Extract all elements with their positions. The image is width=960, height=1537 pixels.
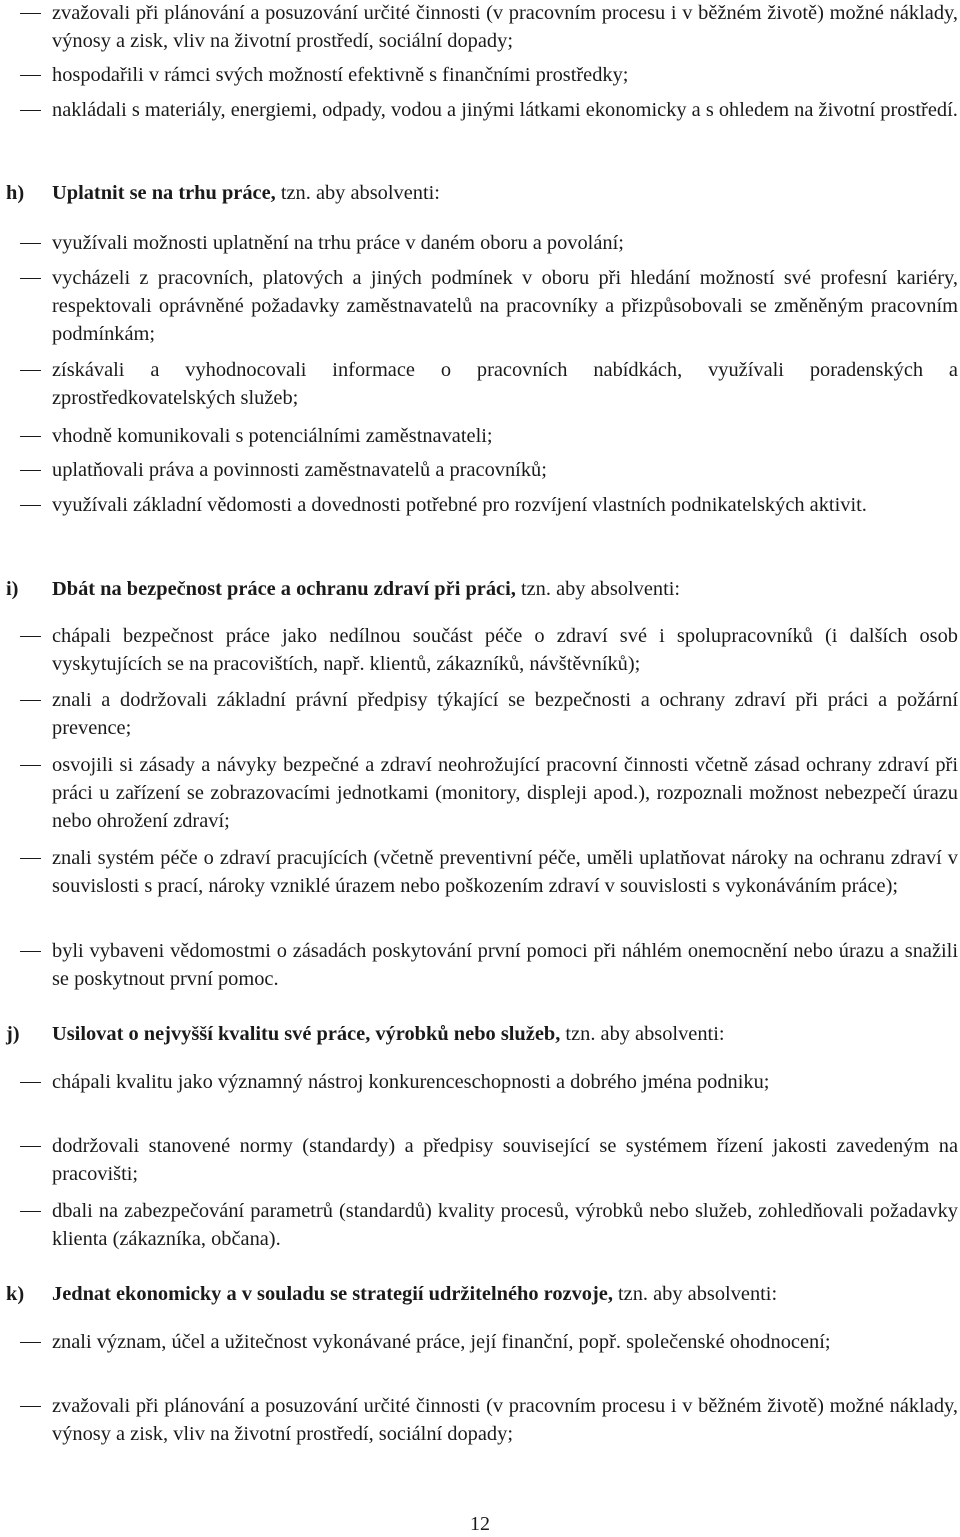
list-item	[52, 229, 958, 257]
list-item-text: znali význam, účel a užitečnost vykonávané práce, její finanční, popř. společenské ohodnocení;	[52, 1331, 831, 1353]
section-suffix: tzn. aby absolventi:	[560, 1023, 725, 1045]
list-item-text: osvojili si zásady a návyky bezpečné a zdraví neohrožující pracovní činnosti včetně zásad ochrany zdraví při práci u zařízení se zobrazovacími jednotkami (monitory, displeji apod.), rozpoznali možnost nebezpečí úrazu nebo ohrožení zdraví;	[52, 754, 958, 832]
section-letter: j)	[6, 1023, 20, 1045]
list-item-text: hospodařili v rámci svých možností efektivně s finančními prostředky;	[52, 64, 629, 86]
list-item	[52, 1132, 958, 1188]
list-item-text: zvažovali při plánování a posuzování určité činnosti (v pracovním procesu i v běžném životě) možné náklady, výnosy a zisk, vliv na životní prostředí, sociální dopady;	[52, 1395, 958, 1445]
section-title: Dbát na bezpečnost práce a ochranu zdraví při práci,	[52, 578, 516, 600]
list-item	[52, 622, 958, 678]
list-item-text: chápali bezpečnost práce jako nedílnou součást péče o zdraví své i spolupracovníků (i dalších osob vyskytujících se na pracovištích, např. klientů, zákazníků, návštěvníků);	[52, 625, 958, 675]
list-item	[52, 356, 958, 412]
list-item	[52, 456, 958, 484]
list-item-text: nakládali s materiály, energiemi, odpady, vodou a jinými látkami ekonomicky a s ohledem na životní prostředí.	[52, 99, 958, 121]
list-item-text: získávali a vyhodnocovali informace o pracovních nabídkách, využívali poradenských a zprostředkovatelských služeb;	[52, 359, 958, 409]
list-item	[52, 1197, 958, 1253]
list-item	[52, 422, 958, 450]
list-item-text: využívali možnosti uplatnění na trhu práce v daném oboru a povolání;	[52, 232, 624, 254]
list-item	[52, 1328, 958, 1356]
list-item	[52, 844, 958, 900]
section-title: Jednat ekonomicky a v souladu se strategií udržitelného rozvoje,	[52, 1283, 613, 1305]
list-item	[52, 1392, 958, 1448]
list-item-text: uplatňovali práva a povinnosti zaměstnavatelů a pracovníků;	[52, 459, 547, 481]
section-letter: k)	[6, 1283, 25, 1305]
list-item	[52, 686, 958, 742]
section-title: Uplatnit se na trhu práce,	[52, 182, 276, 204]
list-item-text: byli vybaveni vědomostmi o zásadách poskytování první pomoci při náhlém onemocnění nebo úrazu a snažili se poskytnout první pomoc.	[52, 940, 958, 990]
list-item	[52, 937, 958, 993]
list-item-text: zvažovali při plánování a posuzování určité činnosti (v pracovním procesu i v běžném životě) možné náklady, výnosy a zisk, vliv na životní prostředí, sociální dopady;	[52, 2, 958, 52]
list-item	[52, 491, 958, 519]
list-item	[52, 61, 958, 89]
section-letter: h)	[6, 182, 25, 204]
list-item-text: znali systém péče o zdraví pracujících (včetně preventivní péče, uměli uplatňovat nároky na ochranu zdraví v souvislosti s prací, nároky vzniklé úrazem nebo poškozením zdraví v souvislosti s vykonáváním práce);	[52, 847, 958, 897]
list-item	[52, 264, 958, 348]
section-suffix: tzn. aby absolventi:	[275, 182, 440, 204]
list-item-text: dbali na zabezpečování parametrů (standardů) kvality procesů, výrobků nebo služeb, zohledňovali požadavky klienta (zákazníka, občana).	[52, 1200, 958, 1250]
page-number: 12	[470, 1513, 490, 1535]
section-suffix: tzn. aby absolventi:	[515, 578, 681, 600]
list-item-text: vhodně komunikovali s potenciálními zaměstnavateli;	[52, 425, 493, 447]
list-item-text: využívali základní vědomosti a dovednosti potřebné pro rozvíjení vlastních podnikatelských aktivit.	[52, 494, 867, 516]
list-item-text: vycházeli z pracovních, platových a jiných podmínek v oboru při hledání možností své profesní kariéry, respektovali oprávněné požadavky zaměstnavatelů na pracovníky a přizpůsobovali se změněným pracovním podmínkám;	[52, 267, 958, 345]
list-item-text: znali a dodržovali základní právní předpisy týkající se bezpečnosti a ochrany zdraví při práci a požární prevence;	[52, 689, 958, 739]
list-item	[52, 96, 958, 124]
list-item	[52, 1068, 958, 1096]
section-letter: i)	[6, 578, 19, 600]
list-item-text: chápali kvalitu jako významný nástroj konkurenceschopnosti a dobrého jména podniku;	[52, 1071, 770, 1093]
list-item	[52, 751, 958, 835]
list-item	[52, 0, 958, 55]
list-item-text: dodržovali stanovené normy (standardy) a předpisy související se systémem řízení jakosti zavedeným na pracovišti;	[52, 1135, 958, 1185]
section-suffix: tzn. aby absolventi:	[612, 1283, 778, 1305]
section-title: Usilovat o nejvyšší kvalitu své práce, výrobků nebo služeb,	[52, 1023, 561, 1045]
